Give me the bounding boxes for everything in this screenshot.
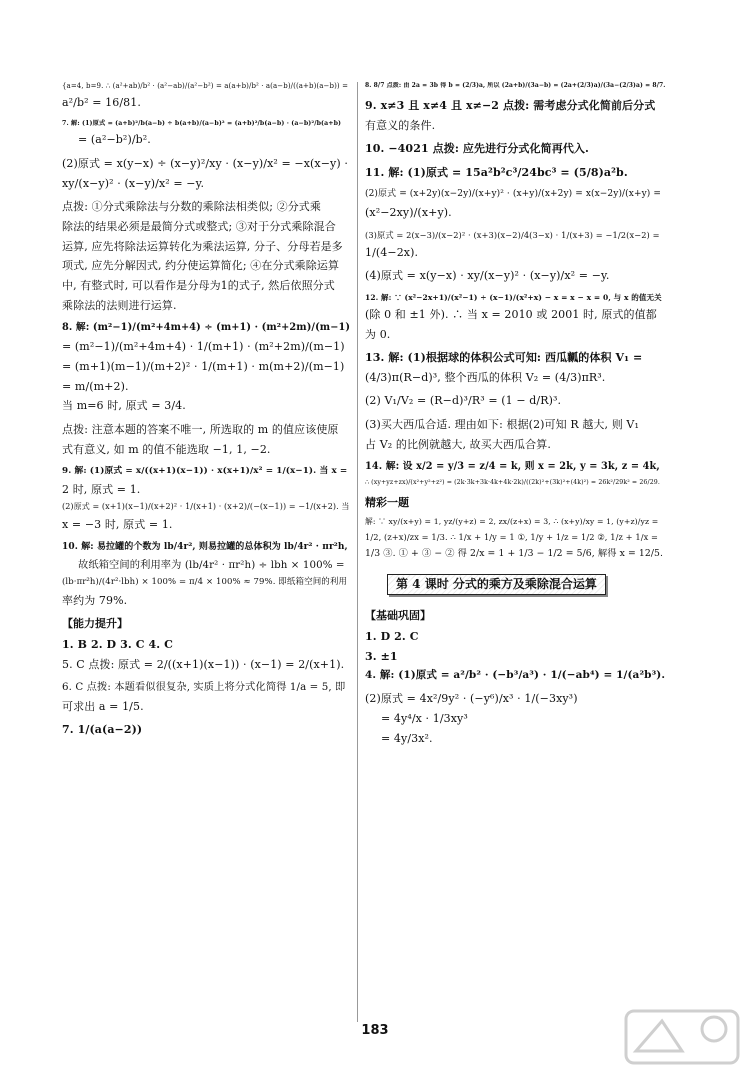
text-line: 11. 解: (1)原式 = 15a²b²c³/24bc³ = (5/8)a²b. bbox=[365, 165, 628, 179]
text-line: 7. 1/(a(a−2)) bbox=[62, 723, 143, 737]
text-line: 1/(4−2x). bbox=[365, 245, 419, 259]
text-line: 点拨: 注意本题的答案不唯一, 所选取的 m 的值应该使原 bbox=[62, 422, 339, 436]
text-line: 1. B 2. D 3. C 4. C bbox=[62, 637, 173, 651]
text-line: 乘除法的法则进行运算. bbox=[62, 298, 177, 312]
text-line: {a=4, b=9. ∴ (a²+ab)/b² · (a²−ab)/(a²−b²) = a(a+b)/b² · a(a−b)/((a+b)(a−b)) = bbox=[62, 82, 349, 90]
text-line: 占 V₂ 的比例就越大, 故买大西瓜合算. bbox=[365, 437, 551, 451]
text-line: (除 0 和 ±1 外). ∴ 当 x = 2010 或 2001 时, 原式的值都 bbox=[365, 307, 657, 321]
text-line: 12. 解: ∵ (x²−2x+1)/(x²−1) ÷ (x−1)/(x²+x) − x = x − x = 0, 与 x 的值无关 bbox=[365, 292, 662, 302]
text-line: 6. C 点拨: 本题看似很复杂, 实质上将分式化简得 1/a = 5, 即 bbox=[62, 681, 346, 694]
text-line: (2)原式 = 4x²/9y² · (−y⁶)/x³ · 1/(−3xy³) bbox=[365, 692, 578, 706]
text-line: 为 0. bbox=[365, 327, 391, 341]
text-line: 点拨: ①分式乘除法与分数的乘除法相类似; ②分式乘 bbox=[62, 200, 322, 214]
column-divider bbox=[357, 82, 358, 1022]
text-line: 中, 有整式时, 可以看作是分母为1的式子, 然后依照分式 bbox=[62, 278, 335, 292]
text-line: xy/(x−y)² · (x−y)/x² = −y. bbox=[62, 176, 205, 190]
text-line: 9. 解: (1)原式 = x/((x+1)(x−1)) · x(x+1)/x² = 1/(x−1). 当 x = bbox=[62, 466, 348, 477]
text-line: 率约为 79%. bbox=[62, 593, 128, 607]
text-line: (x²−2xy)/(x+y). bbox=[365, 206, 452, 220]
lesson-title: 第 4 课时 分式的乘方及乘除混合运算 bbox=[387, 574, 606, 596]
text-line: = 4y/3x². bbox=[381, 731, 433, 745]
text-line: 14. 解: 设 x/2 = y/3 = z/4 = k, 则 x = 2k, y = 3k, z = 4k, bbox=[365, 461, 660, 473]
watermark-logo-icon bbox=[622, 1007, 742, 1067]
left-column bbox=[62, 82, 350, 1033]
text-line: 当 m=6 时, 原式 = 3/4. bbox=[62, 399, 186, 413]
text-line: (3)买大西瓜合适. 理由如下: 根据(2)可知 R 越大, 则 V₁ bbox=[365, 417, 639, 431]
page-number: 183 bbox=[361, 1023, 389, 1038]
text-line: 解: ∵ xy/(x+y) = 1, yz/(y+z) = 2, zx/(z+x) = 3, ∴ (x+y)/xy = 1, (y+z)/yz = bbox=[365, 516, 659, 526]
text-line: 10. −4021 点拨: 应先进行分式化简再代入. bbox=[365, 142, 589, 156]
text-line: x = −3 时, 原式 = 1. bbox=[62, 518, 173, 532]
text-line: = (a²−b²)/b². bbox=[78, 133, 151, 147]
right-column bbox=[365, 82, 665, 1033]
text-line: (2)原式 = x(y−x) ÷ (x−y)²/xy · (x−y)/x² = −x(x−y) · bbox=[62, 156, 348, 170]
text-line: 式有意义, 如 m 的值不能选取 −1, 1, −2. bbox=[62, 442, 271, 456]
text-line: 项式, 应先分解因式, 约分使运算简化; ④在分式乘除运算 bbox=[62, 259, 340, 273]
section-heading: 【基础巩固】 bbox=[365, 609, 431, 623]
text-line: 5. C 点拨: 原式 = 2/((x+1)(x−1)) · (x−1) = 2/(x+1). bbox=[62, 657, 345, 671]
text-line: 运算, 应先将除法运算转化为乘法运算, 分子、分母若是多 bbox=[62, 239, 343, 253]
text-line: 10. 解: 易拉罐的个数为 lb/4r², 则易拉罐的总体积为 lb/4r² · πr²h, bbox=[62, 541, 348, 552]
text-line: = m/(m+2). bbox=[62, 379, 129, 393]
text-line: 8. 解: (m²−1)/(m²+4m+4) ÷ (m+1) · (m²+2m)/(m−1) bbox=[62, 322, 350, 334]
text-line: 1/3 ③. ① + ③ − ② 得 2/x = 1 + 1/3 − 1/2 = 5/6, 解得 x = 12/5. bbox=[365, 548, 664, 560]
text-line: ∴ (xy+yz+zx)/(x²+y²+z²) = (2k·3k+3k·4k+4k·2k)/((2k)²+(3k)²+(4k)²) = 26k²/29k² = 26/29. bbox=[365, 479, 660, 487]
text-line: 有意义的条件. bbox=[365, 118, 436, 132]
text-line: 1. D 2. C bbox=[365, 629, 419, 643]
text-line: (2) V₁/V₂ = (R−d)³/R³ = (1 − d/R)³. bbox=[365, 394, 562, 408]
text-line: 7. 解: (1)原式 = (a+b)²/b(a−b) ÷ b(a+b)/(a−b)² = (a+b)²/b(a−b) · (a−b)²/b(a+b) bbox=[62, 119, 342, 127]
text-line: 除法的结果必须是最简分式或整式; ③对于分式乘除混合 bbox=[62, 219, 336, 233]
text-line: 2 时, 原式 = 1. bbox=[62, 482, 141, 496]
section-heading: 精彩一题 bbox=[365, 496, 409, 510]
text-line: 9. x≠3 且 x≠4 且 x≠−2 点拨: 需考虑分式化简前后分式 bbox=[365, 98, 656, 112]
text-line: 可求出 a = 1/5. bbox=[62, 699, 144, 713]
text-line: = 4y⁴/x · 1/3xy³ bbox=[381, 711, 468, 725]
text-line: = (m²−1)/(m²+4m+4) · 1/(m+1) · (m²+2m)/(m−1) bbox=[62, 340, 345, 354]
section-heading: 【能力提升】 bbox=[62, 617, 128, 631]
text-line: (3)原式 = 2(x−3)/(x−2)² · (x+3)(x−2)/4(3−x) · 1/(x+3) = −1/2(x−2) = bbox=[365, 229, 660, 240]
text-line: = (m+1)(m−1)/(m+2)² · 1/(m+1) · m(m+2)/(m−1) bbox=[62, 359, 345, 373]
text-line: 8. 8/7 点拨: 由 2a = 3b 得 b = (2/3)a, 所以 (2a+b)/(3a−b) = (2a+(2/3)a)/(3a−(2/3)a) = 8/7. bbox=[365, 82, 665, 89]
text-line: (4)原式 = x(y−x) · xy/(x−y)² · (x−y)/x² = −y. bbox=[365, 269, 610, 283]
text-line: 1/2, (z+x)/zx = 1/3. ∴ 1/x + 1/y = 1 ①, 1/y + 1/z = 1/2 ②, 1/z + 1/x = bbox=[365, 532, 659, 543]
text-line: 3. ±1 bbox=[365, 649, 398, 663]
text-line: (4/3)π(R−d)³, 整个西瓜的体积 V₂ = (4/3)πR³. bbox=[365, 370, 606, 384]
text-line: (2)原式 = (x+2y)(x−2y)/(x+y)² · (x+y)/(x+2y) = x(x−2y)/(x+y) = bbox=[365, 189, 662, 200]
text-line: (lb·πr²h)/(4r²·lbh) × 100% = π/4 × 100% ≈ 79%. 即纸箱空间的利用 bbox=[62, 577, 348, 588]
text-line: 13. 解: (1)根据球的体积公式可知: 西瓜瓤的体积 V₁ = bbox=[365, 351, 643, 365]
text-line: a²/b² = 16/81. bbox=[62, 96, 141, 110]
text-line: (2)原式 = (x+1)(x−1)/(x+2)² · 1/(x+1) · (x+2)/(−(x−1)) = −1/(x+2). 当 bbox=[62, 502, 350, 512]
text-line: 4. 解: (1)原式 = a²/b² · (−b³/a³) · 1/(−ab⁴) = 1/(a²b³). bbox=[365, 669, 665, 682]
text-line: 故纸箱空间的利用率为 (lb/4r² · πr²h) ÷ lbh × 100% = bbox=[78, 558, 345, 571]
